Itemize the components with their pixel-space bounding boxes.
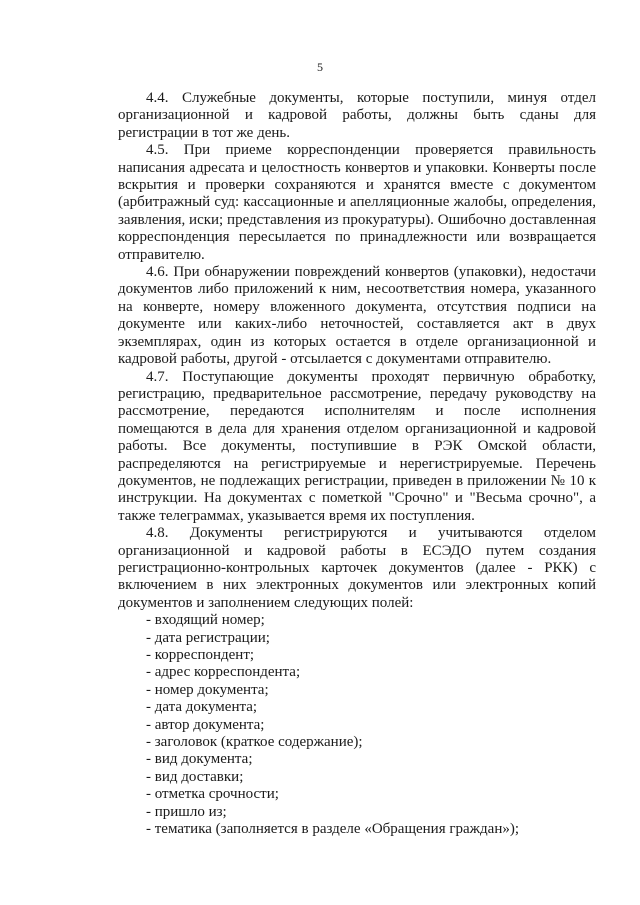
list-item: - пришло из; — [146, 803, 227, 820]
list-item: - адрес корреспондента; — [146, 664, 301, 681]
rkk-fields-list — [118, 612, 596, 838]
paragraph-4-5: 4.5. При приеме корреспонденции проверяется правильность написания адресата и целостность конвертов и упаковки. Конверты после вскрытия и проверки сохраняются и хранятся вместе с документом (арбитражный суд: кассационные и апелляционные жалобы, определения, заявления, иски; представления из прокуратуры). Ошибочно доставленная корреспонденция пересылается по принадлежности или возвращается отправителю. — [118, 142, 596, 263]
list-item: - входящий номер; — [146, 612, 265, 629]
list-item: - дата документа; — [146, 699, 258, 716]
paragraph-4-4: 4.4. Служебные документы, которые поступили, минуя отдел организационной и кадровой работы, должны быть сданы для регистрации в тот же день. — [118, 90, 596, 141]
list-item: - дата регистрации; — [146, 629, 270, 646]
paragraph-4-6: 4.6. При обнаружении повреждений конвертов (упаковки), недостачи документов либо приложений к ним, несоответствия номера, указанного на конверте, номеру вложенного документа, отсутствия подписи на документе или каких-либо неточностей, составляется акт в двух экземплярах, один из которых остается в отделе организационной и кадровой работы, другой - отсылается с документами отправителю. — [118, 264, 596, 368]
paragraph-4-8: 4.8. Документы регистрируются и учитываются отделом организационной и кадровой работы в ЕСЭДО путем создания регистрационно-контрольных карточек документов (далее - РКК) с включением в них электронных документов или электронных копий документов и заполнением следующих полей: — [118, 525, 596, 611]
list-item: - автор документа; — [146, 716, 265, 733]
list-item: - корреспондент; — [146, 647, 255, 663]
page-number: 5 — [317, 60, 323, 74]
list-item: - тематика (заполняется в разделе «Обращения граждан»); — [146, 821, 520, 838]
paragraph-4-7: 4.7. Поступающие документы проходят первичную обработку, регистрацию, предварительное рассмотрение, передачу руководству на рассмотрение, передаются исполнителям и после исполнения помещаются в дела для хранения отделом организационной и кадровой работы. Все документы, поступившие в РЭК Омской области, распределяются на регистрируемые и нерегистрируемые. Перечень документов, не подлежащих регистрации, приведен в приложении № 10 к инструкции. На документах с пометкой "Срочно" и "Весьма срочно", а также телеграммах, указывается время их поступления. — [118, 368, 596, 524]
document-body — [118, 90, 596, 838]
list-item: - заголовок (краткое содержание); — [146, 734, 363, 751]
list-item: - отметка срочности; — [146, 786, 279, 803]
list-item: - вид документа; — [146, 751, 253, 768]
list-item: - вид доставки; — [146, 768, 244, 785]
list-item: - номер документа; — [146, 681, 269, 698]
